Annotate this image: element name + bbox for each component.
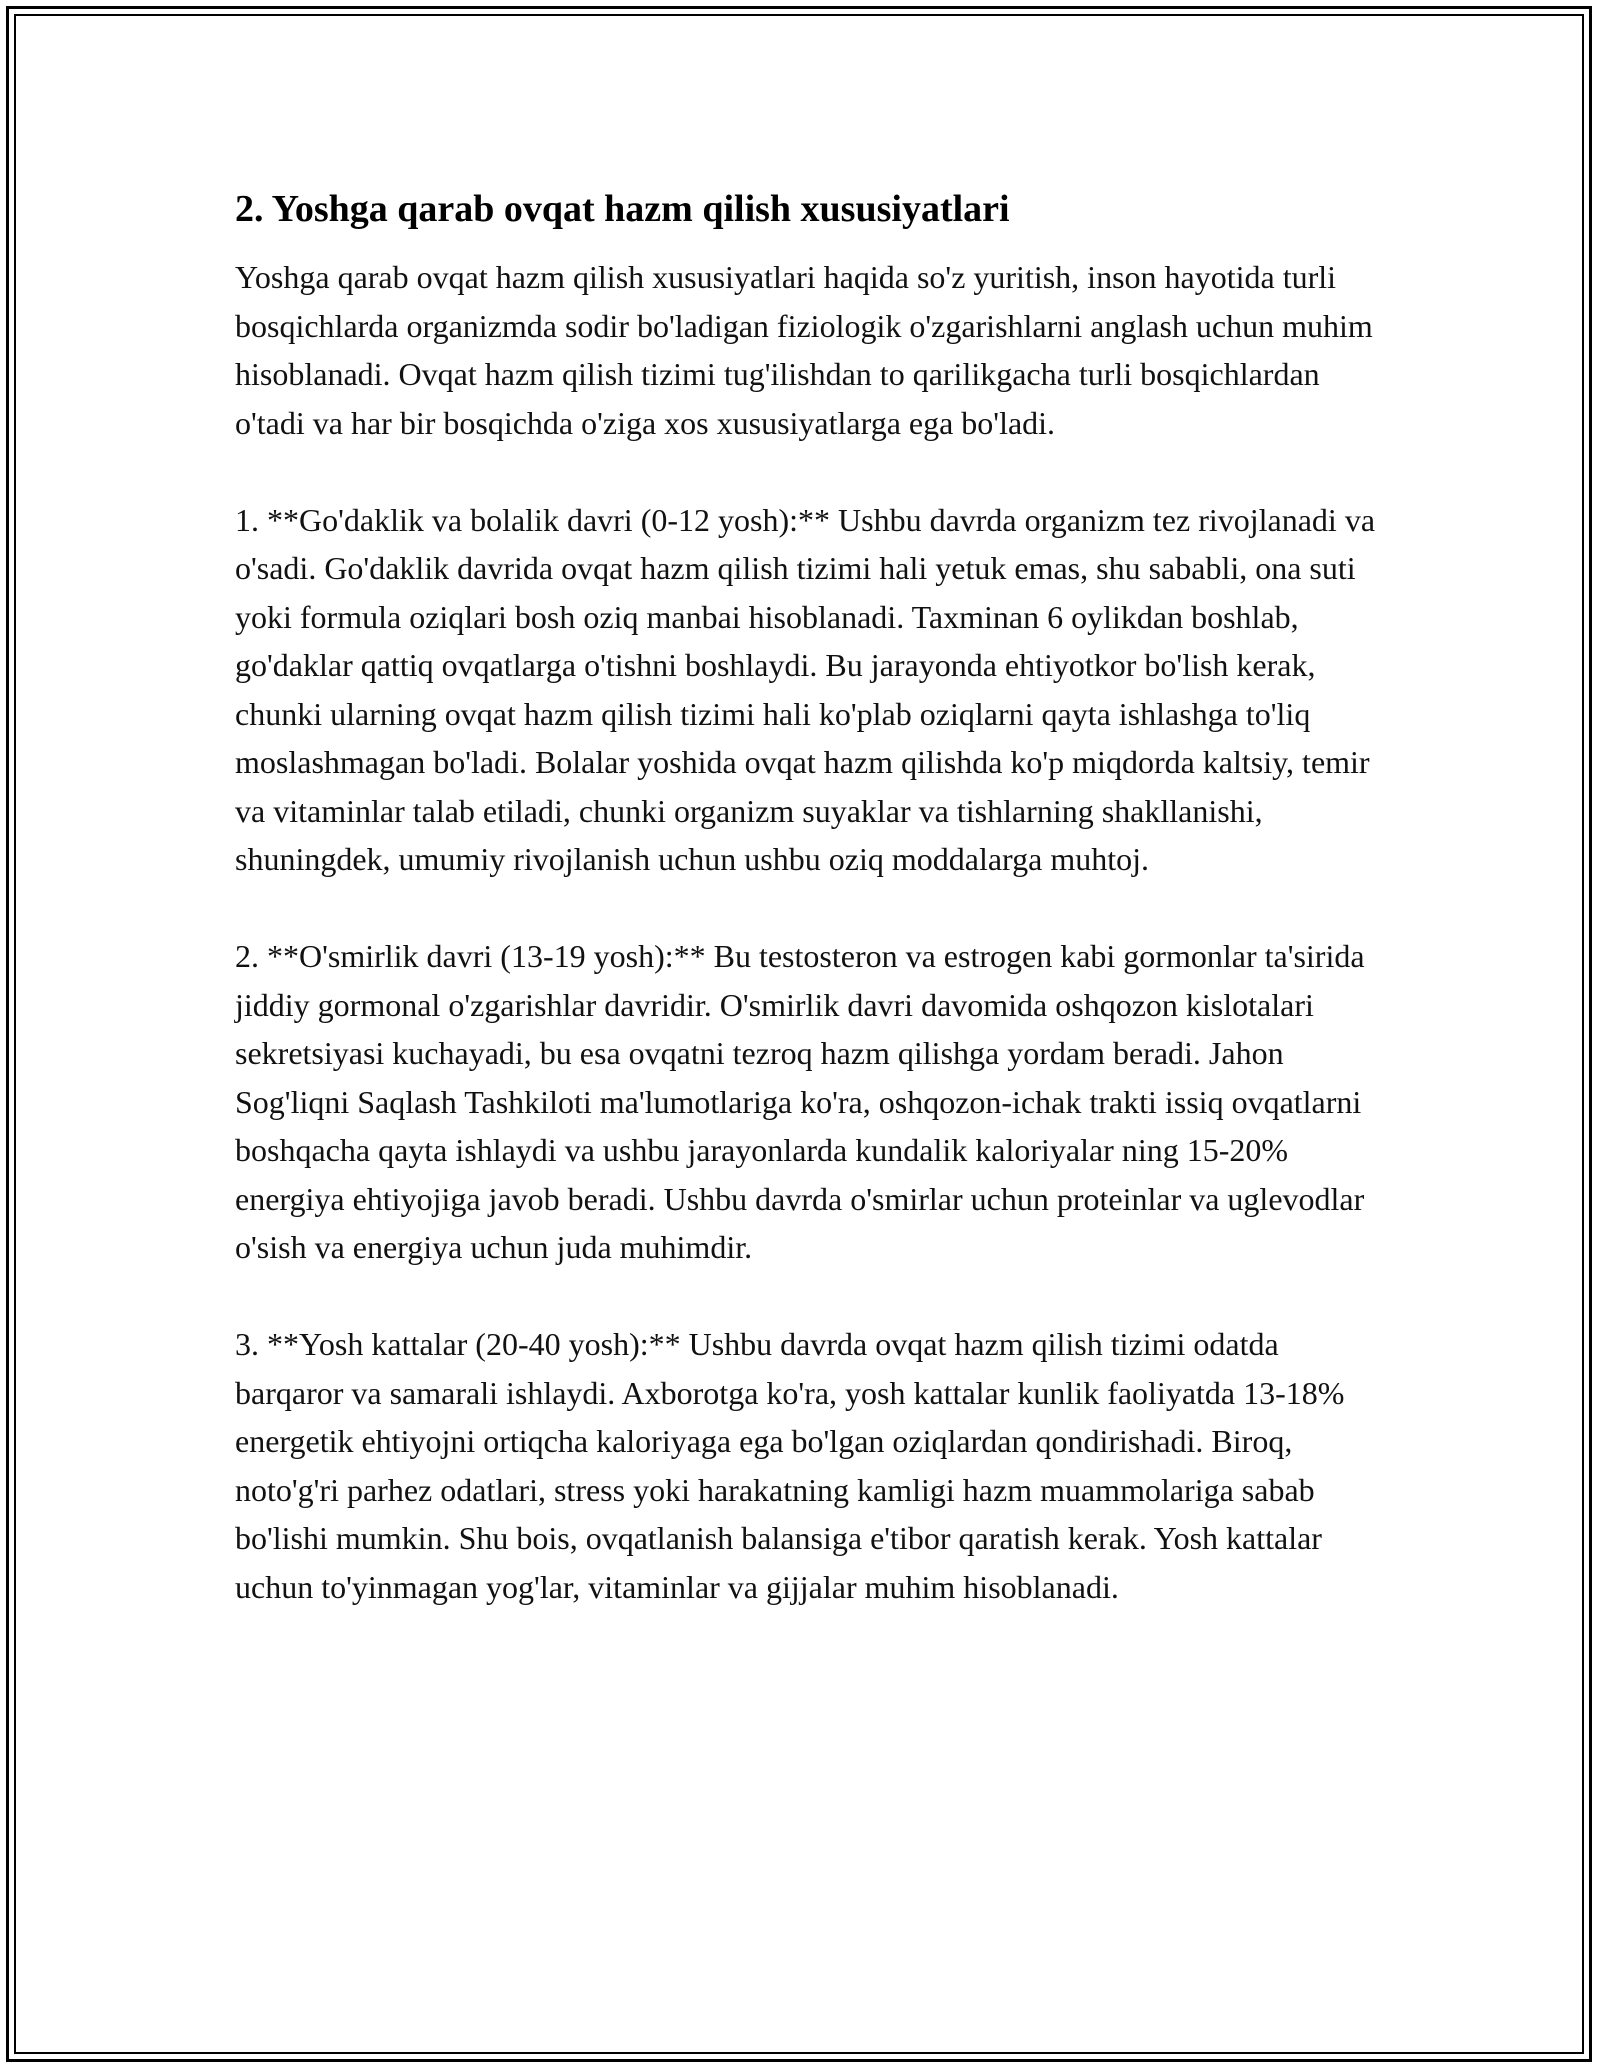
paragraph-adolescence: 2. **O'smirlik davri (13-19 yosh):** Bu testosteron va estrogen kabi gormonlar ta'sirida jiddiy gormonal o'zgarishlar davridir. O'smirlik davri davomida oshqozon kislotalari sekretsiyasi kuchayadi, bu esa ovqatni tezroq hazm qilishga yordam beradi. Jahon Sog'liqni Saqlash Tashkiloti ma'lumotlariga ko'ra, oshqozon-ichak trakti issiq ovqatlarni boshqacha qayta ishlaydi va ushbu jarayonlarda kundalik kaloriyalar ning 15-20% energiya ehtiyojiga javob beradi. Ushbu davrda o'smirlar uchun proteinlar va uglevodlar o'sish va energiya uchun juda muhimdir. [235,938,1365,1265]
paragraph-young-adults: 3. **Yosh kattalar (20-40 yosh):** Ushbu davrda ovqat hazm qilish tizimi odatda barqaror va samarali ishlaydi. Axborotga ko'ra, yosh kattalar kunlik faoliyatda 13-18% energetik ehtiyojni ortiqcha kaloriyaga ega bo'lgan oziqlardan qondirishadi. Biroq, noto'g'ri parhez odatlari, stress yoki harakatning kamligi hazm muammolariga sabab bo'lishi mumkin. Shu bois, ovqatlanish balansiga e'tibor qaratish kerak. Yosh kattalar uchun to'yinmagan yog'lar, vitaminlar va gijjalar muhim hisoblanadi. [235,1326,1345,1605]
section-heading: 2. Yoshga qarab ovqat hazm qilish xususiyatlari [235,188,1010,230]
document-body [235,185,1375,1660]
paragraph-childhood: 1. **Go'daklik va bolalik davri (0-12 yosh):** Ushbu davrda organizm tez rivojlanadi va o'sadi. Go'daklik davrida ovqat hazm qilish tizimi hali yetuk emas, shu sababli, ona suti yoki formula oziqlari bosh oziq manbai hisoblanadi. Taxminan 6 oylikdan boshlab, go'daklar qattiq ovqatlarga o'tishni boshlaydi. Bu jarayonda ehtiyotkor bo'lish kerak, chunki ularning ovqat hazm qilish tizimi hali ko'plab oziqlarni qayta ishlashga to'liq moslashmagan bo'ladi. Bolalar yoshida ovqat hazm qilishda ko'p miqdorda kaltsiy, temir va vitaminlar talab etiladi, chunki organizm suyaklar va tishlarning shakllanishi, shuningdek, umumiy rivojlanish uchun ushbu oziq moddalarga muhtoj. [235,501,1376,877]
intro-paragraph: Yoshga qarab ovqat hazm qilish xususiyatlari haqida so'z yuritish, inson hayotida turli bosqichlarda organizmda sodir bo'ladigan fiziologik o'zgarishlarni anglash uchun muhim hisoblanadi. Ovqat hazm qilish tizimi tug'ilishdan to qarilikgacha turli bosqichlardan o'tadi va har bir bosqichda o'ziga xos xususiyatlarga ega bo'ladi. [235,259,1373,441]
